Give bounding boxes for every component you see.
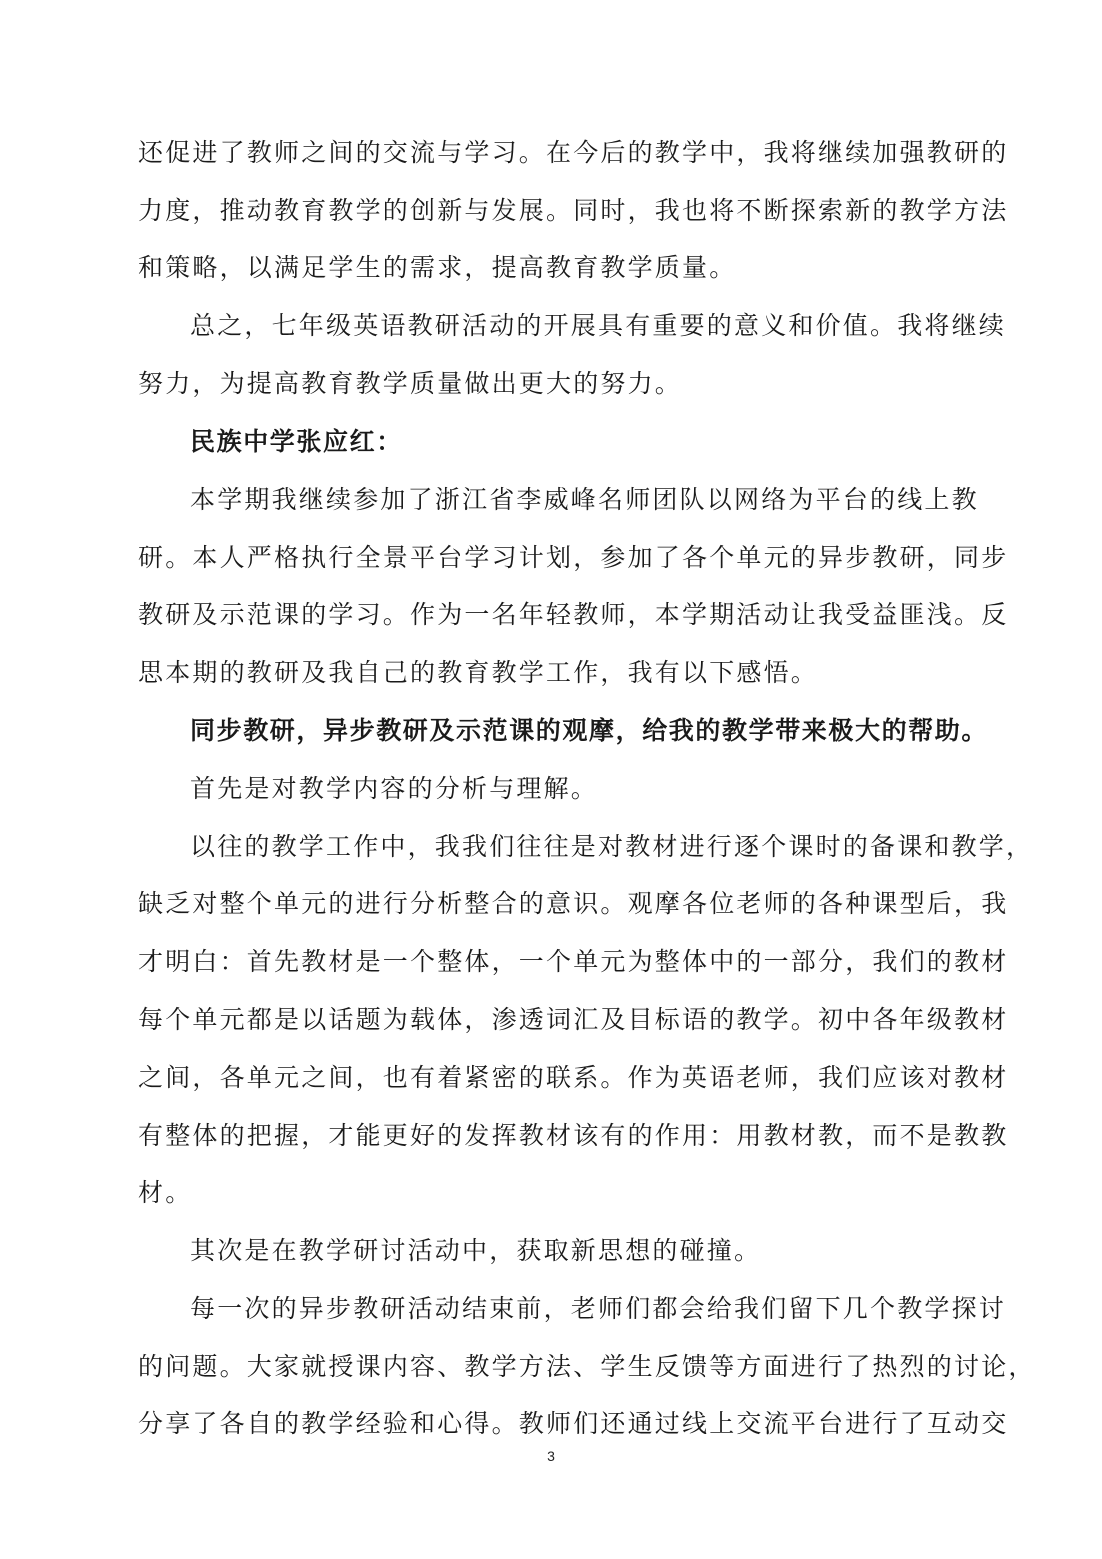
body-line: 每一次的异步教研活动结束前，老师们都会给我们留下几个教学探讨 <box>190 1294 1007 1323</box>
body-line: 其次是在教学研讨活动中，获取新思想的碰撞。 <box>190 1236 762 1265</box>
body-line: 和策略，以满足学生的需求，提高教育教学质量。 <box>138 253 737 282</box>
body-line: 总之，七年级英语教研活动的开展具有重要的意义和价值。我将继续 <box>190 311 1007 340</box>
body-line: 分享了各自的教学经验和心得。教师们还通过线上交流平台进行了互动交 <box>138 1409 1009 1438</box>
body-line: 有整体的把握，才能更好的发挥教材该有的作用：用教材教，而不是教教 <box>138 1121 1009 1150</box>
body-line: 努力，为提高教育教学质量做出更大的努力。 <box>138 369 683 398</box>
body-line: 教研及示范课的学习。作为一名年轻教师，本学期活动让我受益匪浅。反 <box>138 600 1009 629</box>
body-line: 之间，各单元之间，也有着紧密的联系。作为英语老师，我们应该对教材 <box>138 1063 1009 1092</box>
body-line: 研。本人严格执行全景平台学习计划，参加了各个单元的异步教研，同步 <box>138 543 1009 572</box>
body-line: 的问题。大家就授课内容、教学方法、学生反馈等方面进行了热烈的讨论， <box>138 1352 1036 1381</box>
subheading: 同步教研，异步教研及示范课的观摩，给我的教学带来极大的帮助。 <box>190 716 989 745</box>
body-line: 思本期的教研及我自己的教育教学工作，我有以下感悟。 <box>138 658 819 687</box>
body-line: 才明白：首先教材是一个整体，一个单元为整体中的一部分，我们的教材 <box>138 947 1009 976</box>
body-line: 力度，推动教育教学的创新与发展。同时，我也将不断探索新的教学方法 <box>138 196 1009 225</box>
body-line: 每个单元都是以话题为载体，渗透词汇及目标语的教学。初中各年级教材 <box>138 1005 1009 1034</box>
body-line: 还促进了教师之间的交流与学习。在今后的教学中，我将继续加强教研的 <box>138 138 1009 167</box>
body-line: 首先是对教学内容的分析与理解。 <box>190 774 599 803</box>
body-line: 缺乏对整个单元的进行分析整合的意识。观摩各位老师的各种课型后，我 <box>138 889 1009 918</box>
body-line: 本学期我继续参加了浙江省李威峰名师团队以网络为平台的线上教 <box>190 485 979 514</box>
page-number: 3 <box>547 1448 555 1464</box>
body-line: 以往的教学工作中，我我们往往是对教材进行逐个课时的备课和教学， <box>190 832 1034 861</box>
body-line: 材。 <box>138 1178 193 1207</box>
section-heading: 民族中学张应红： <box>190 427 403 456</box>
